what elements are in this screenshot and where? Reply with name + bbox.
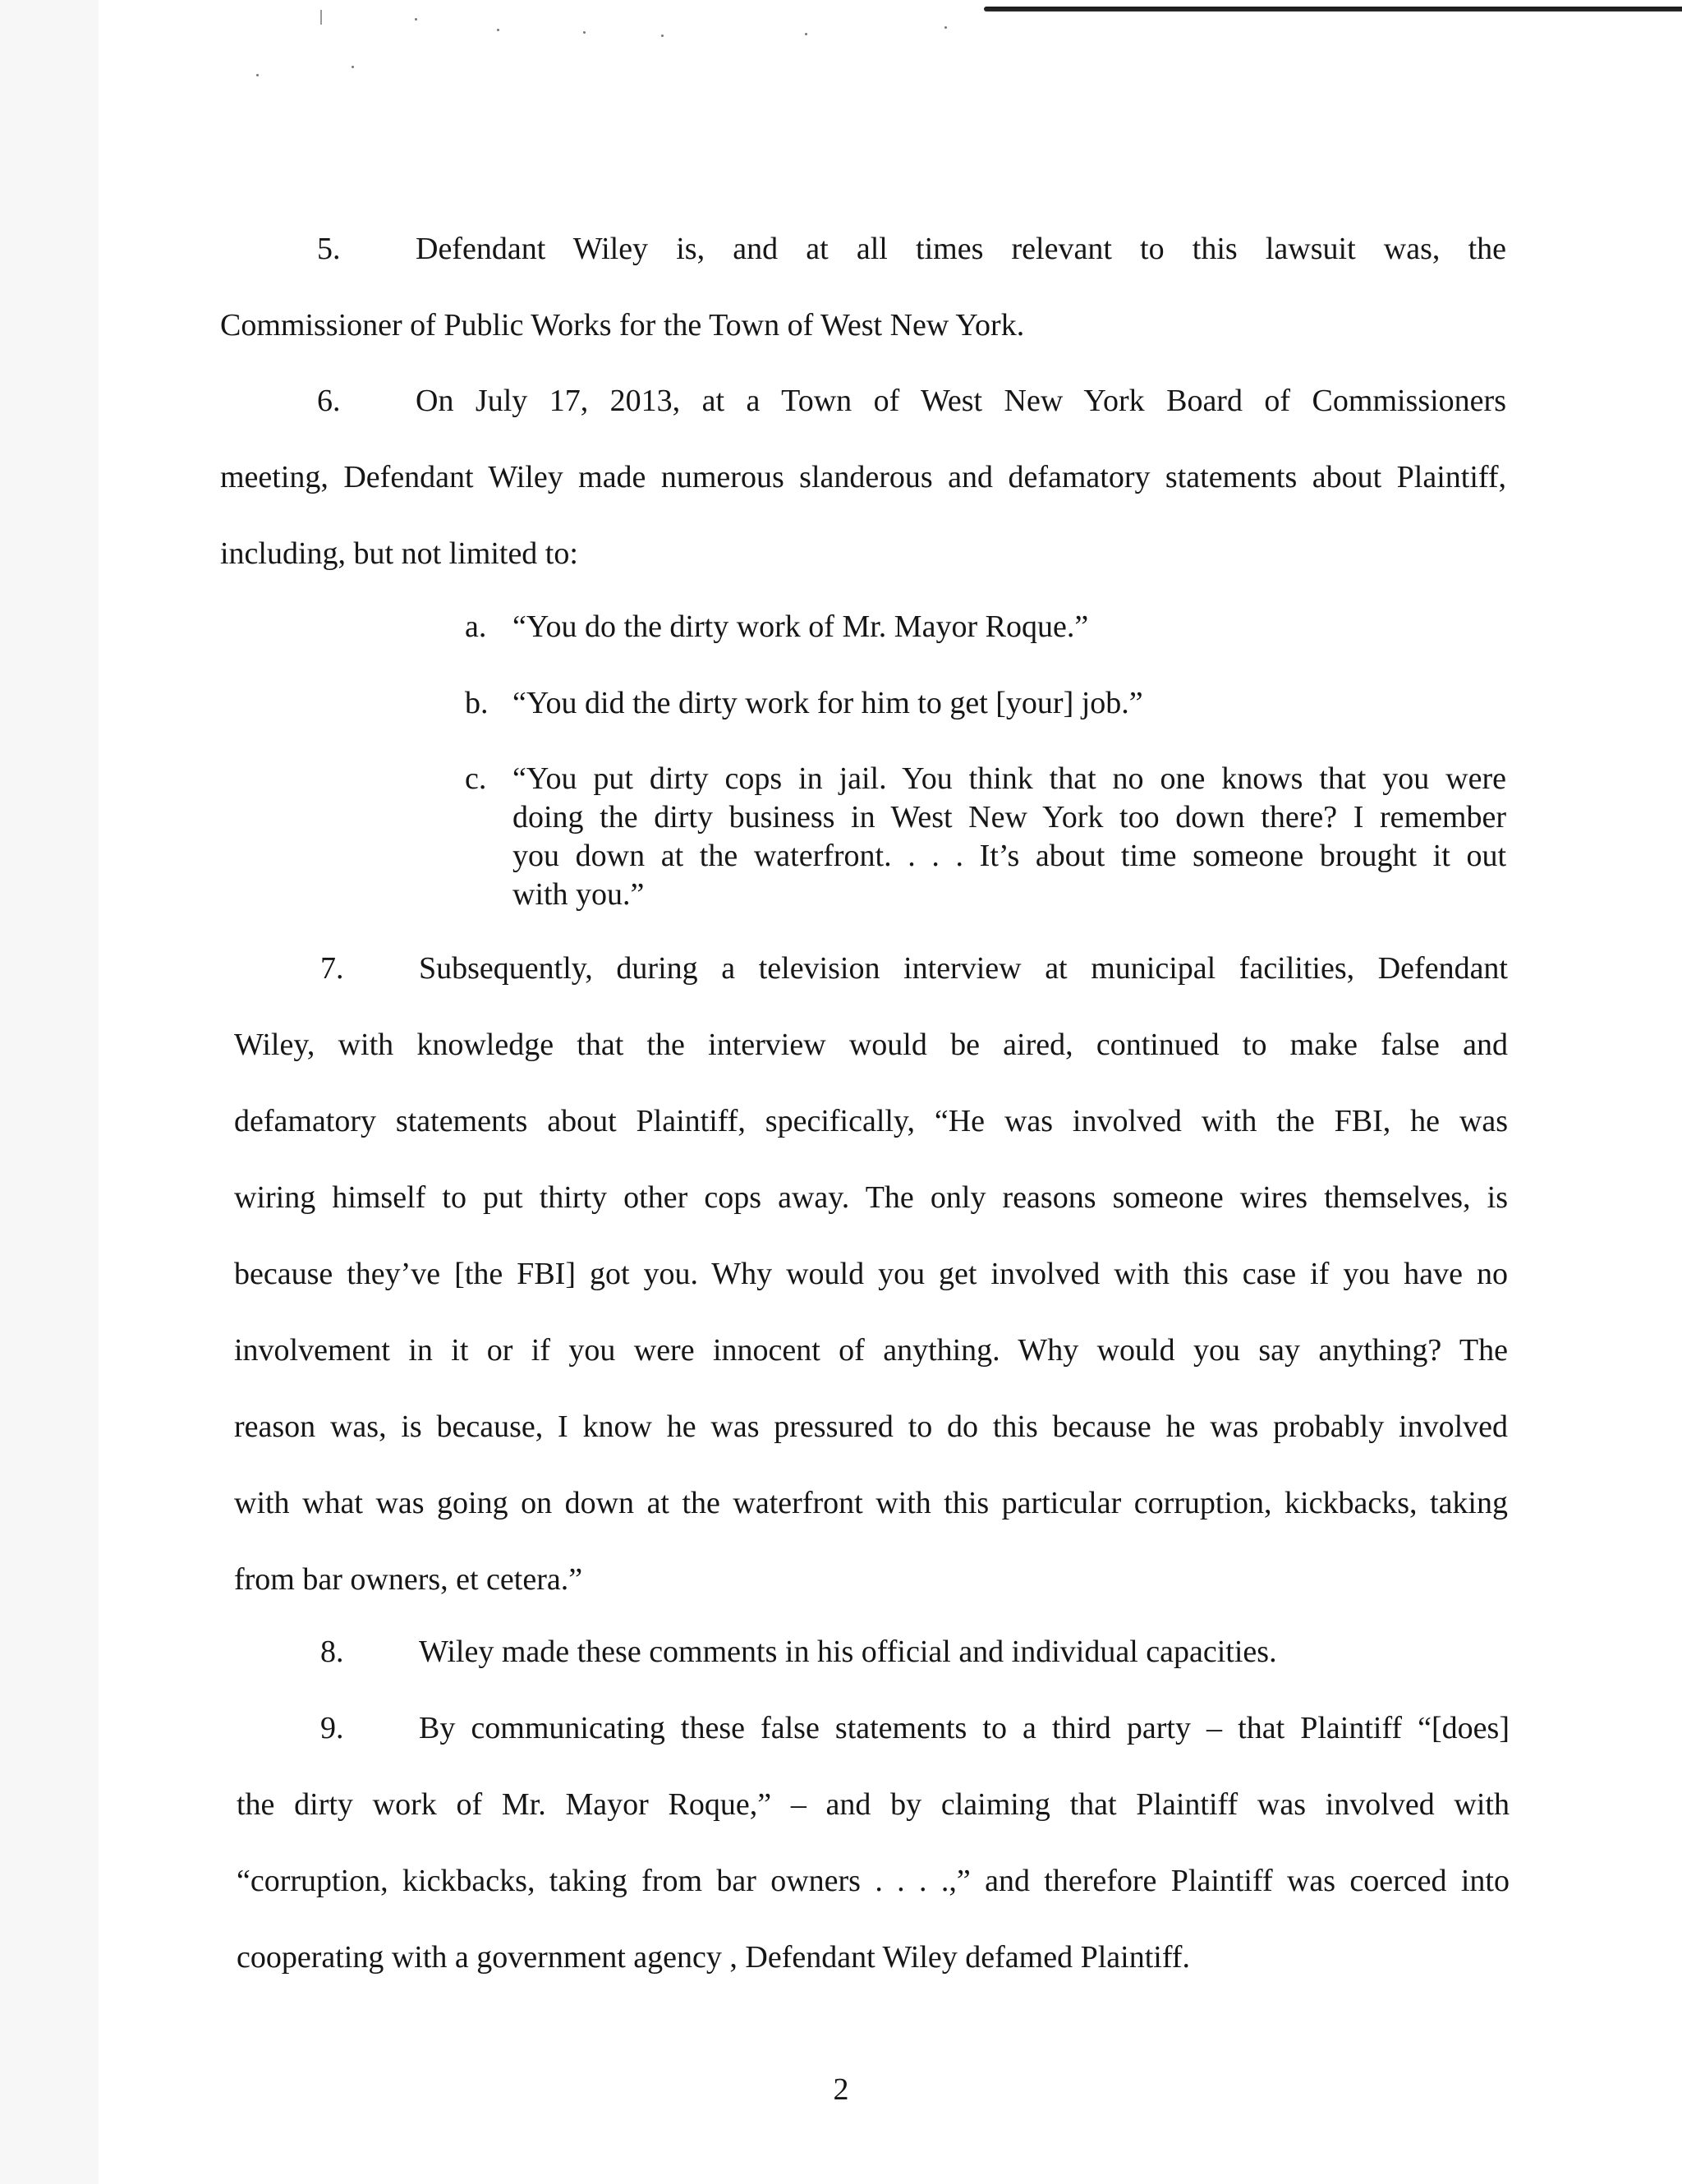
- paragraph-line: reason was, is because, I know he was pressured to do this because he was probably involved: [234, 1409, 1508, 1444]
- scan-margin-shadow: [0, 0, 99, 2184]
- quote-text: “You did the dirty work for him to get [your] job.”: [512, 686, 1143, 720]
- paragraph-line: [320, 1614, 1508, 1690]
- quote-line: doing the dirty business in West New York too down there? I remember: [512, 800, 1506, 835]
- paragraph-line: [320, 931, 1508, 1007]
- quote-letter: b.: [465, 686, 489, 720]
- paragraph-number: 8.: [320, 1635, 344, 1669]
- paragraph-line: [317, 363, 1506, 439]
- paragraph-number: 6.: [317, 384, 341, 418]
- scan-artifact: [944, 26, 947, 29]
- scan-artifact: [497, 29, 499, 31]
- paragraph-line: defamatory statements about Plaintiff, specifically, “He was involved with the FBI, he was: [234, 1104, 1508, 1138]
- quote-item-b: [465, 684, 1508, 725]
- scan-top-rule-thick: [984, 7, 1682, 11]
- paragraph-line: with what was going on down at the waterfront with this particular corruption, kickbacks, taking: [234, 1486, 1508, 1520]
- paragraph-number: 7.: [320, 951, 344, 986]
- paragraph-8: [234, 1614, 1508, 1690]
- scan-artifact: [320, 10, 322, 25]
- quote-text: [512, 760, 1506, 914]
- paragraph-line: [320, 1690, 1510, 1767]
- quote-letter: c.: [465, 761, 487, 796]
- paragraph-number: 9.: [320, 1711, 344, 1745]
- scan-artifact: [256, 74, 259, 76]
- paragraph-7: [234, 931, 1508, 1618]
- paragraph-line: from bar owners, et cetera.”: [234, 1562, 583, 1597]
- quote-item-a: [465, 608, 1508, 649]
- paragraph-line: cooperating with a government agency , Defendant Wiley defamed Plaintiff.: [237, 1940, 1190, 1975]
- paragraph-5: [220, 211, 1506, 364]
- scan-artifact: [583, 31, 586, 34]
- paragraph-9: [237, 1690, 1510, 1996]
- paragraph-line: involvement in it or if you were innocent of anything. Why would you say anything? The: [234, 1333, 1508, 1368]
- paragraph-line: including, but not limited to:: [220, 536, 578, 571]
- quote-line: with you.”: [512, 877, 645, 912]
- paragraph-line: because they’ve [the FBI] got you. Why would you get involved with this case if you have no: [234, 1257, 1508, 1291]
- paragraph-number: 5.: [317, 232, 341, 266]
- paragraph-text: On July 17, 2013, at a Town of West New York Board of Commissioners: [416, 384, 1506, 418]
- paragraph-line: Wiley, with knowledge that the interview would be aired, continued to make false and: [234, 1028, 1508, 1062]
- scan-artifact: [661, 34, 664, 37]
- paragraph-line: [317, 211, 1506, 287]
- quote-line: you down at the waterfront. . . . It’s about time someone brought it out: [512, 839, 1506, 873]
- quote-text: “You do the dirty work of Mr. Mayor Roque.”: [512, 609, 1089, 644]
- paragraph-line: Commissioner of Public Works for the Town of West New York.: [220, 308, 1025, 343]
- scan-artifact: [805, 33, 807, 35]
- quote-item-c: [465, 760, 1508, 924]
- paragraph-line: wiring himself to put thirty other cops away. The only reasons someone wires themselves, is: [234, 1180, 1508, 1215]
- scan-artifact: [352, 66, 354, 68]
- paragraph-line: the dirty work of Mr. Mayor Roque,” – and by claiming that Plaintiff was involved with: [237, 1787, 1510, 1822]
- paragraph-text: Subsequently, during a television interview at municipal facilities, Defendant: [419, 951, 1508, 986]
- quote-letter: a.: [465, 609, 487, 644]
- page-number: 2: [833, 2072, 849, 2107]
- paragraph-line: meeting, Defendant Wiley made numerous slanderous and defamatory statements about Plaintiff,: [220, 460, 1506, 494]
- scan-artifact: [415, 18, 417, 21]
- paragraph-6: [220, 363, 1506, 592]
- paragraph-text: By communicating these false statements to a third party – that Plaintiff “[does]: [419, 1711, 1510, 1745]
- quote-line: “You put dirty cops in jail. You think that no one knows that you were: [512, 761, 1506, 796]
- paragraph-text: Wiley made these comments in his official and individual capacities.: [419, 1635, 1277, 1669]
- paragraph-text: Defendant Wiley is, and at all times relevant to this lawsuit was, the: [416, 232, 1506, 266]
- paragraph-line: “corruption, kickbacks, taking from bar owners . . . .,” and therefore Plaintiff was coerced into: [237, 1864, 1510, 1898]
